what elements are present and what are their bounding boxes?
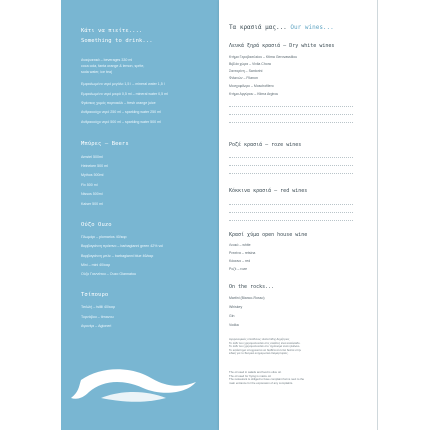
white-wines-heading-english: Dry white wines	[289, 43, 335, 49]
drink-item: Εμφιαλωμένο νερό μικρό 0,5 ml – mineral water 0,5 ml	[81, 92, 168, 96]
drink-item: Εμφιαλωμένο νερό μεγάλο 1,5 l – mineral water 1,5 l	[81, 82, 165, 86]
drinks-heading-english: Something to drink...	[81, 38, 153, 44]
blank-line	[229, 165, 353, 166]
english-notes	[229, 371, 357, 385]
note-line: main entrance for the expression of any complaints.	[229, 380, 294, 385]
note-line: Το λάδι που χρησιμοποιείται στις σαλάτες είναι ελαιόλαδο.	[229, 340, 301, 345]
note-line: The oil used for frying is maize oil.	[229, 373, 272, 378]
blank-line	[229, 114, 353, 115]
white-wine-item: Βιβλία χώρα – Vivlia Chora	[229, 62, 271, 66]
note-line: The restaurant is obliged to have complaint forms next to the	[229, 377, 305, 382]
note-line: ειδική για το θεσμικό ενημερωτικό διαμαρτυρίας.	[229, 351, 289, 356]
beers-heading: Μπύρες – Beers	[81, 141, 129, 147]
note-line: Το κατάστημα υποχρεούται να διαθέτει έντυπα δελτία στην	[229, 347, 301, 352]
white-wines-heading	[229, 43, 334, 49]
page-edge	[377, 0, 378, 430]
ouzo-item: Πλωμάρι – plomarios 40/καρ	[81, 235, 127, 239]
house-wine-heading: Κρασί χύμα open house wine	[229, 232, 308, 238]
ouzo-item: Βαρβαγιάννη μπλε – barbagianni blue 46/καρ	[81, 254, 154, 258]
blank-line	[229, 204, 353, 205]
wines-title-greek: Τα κρασιά μας...	[229, 24, 287, 31]
beer-item: Fix 500 ml	[81, 183, 98, 187]
white-wine-item: Κτήμα Γεροβασιλείου – Ktima Gerovassiliou	[229, 55, 298, 59]
blank-line	[229, 220, 353, 221]
blank-line	[229, 173, 353, 174]
tsipouro-heading: Τσίπουρο	[81, 292, 109, 298]
house-wine-item: Ρετσίνα – retsina	[229, 251, 256, 255]
spirit-item: Martini (Bianco-Rosso)	[229, 296, 265, 300]
red-wines-heading: Κόκκινα κρασιά – red wines	[229, 188, 308, 194]
drinks-heading-greek: Κάτι να πιείτε....	[81, 28, 143, 34]
white-wine-item: Σαντορίνη – Santorini	[229, 69, 263, 73]
note-line: The oil used in salads and food is olive oil.	[229, 370, 282, 374]
house-wine-item: Κόκκινο – red	[229, 259, 251, 263]
ouzo-item: Mini – mini 40/καρ	[81, 263, 111, 267]
wines-title-english: Our wines...	[290, 24, 334, 31]
rose-wines-heading: Ροζέ κρασιά – roze wines	[229, 142, 302, 148]
drink-item: Αναψυκτικά – beverages 330 ml	[81, 58, 133, 62]
beer-item: Mythos 500ml	[81, 173, 104, 177]
note-line: Αγορανομικός υπεύθυνος: Διατοπίδης Δημήτριος	[229, 337, 290, 341]
tsipouro-item: Αγιονέρι – Agioneri	[81, 324, 112, 328]
on-the-rocks-heading: On the rocks...	[229, 284, 275, 290]
spirit-item: Gin	[229, 314, 235, 318]
ouzo-item: Ούζο Γιαννάτου – Ouzo Giannatou	[81, 272, 136, 276]
drinks-panel	[61, 0, 219, 430]
house-wine-item: Λευκό – white	[229, 243, 251, 247]
spirit-item: Vodka	[229, 323, 239, 327]
ouzo-heading: Ούζο Ouzo	[81, 222, 112, 228]
white-wine-item: Φιλανών – Filanon	[229, 76, 258, 80]
wines-panel	[219, 0, 377, 430]
white-wine-item: Μοσχοφίλερο – Moschofilero	[229, 84, 274, 88]
spirit-item: Whiskey	[229, 305, 243, 309]
house-wine-item: Ροζέ – roze	[229, 267, 248, 271]
white-wine-item: Κτήμα Αργύρου – Ktima Argirou	[229, 92, 279, 96]
blank-line	[229, 106, 353, 107]
tsipouro-item: Τσιλιλή – tsilili 40/καρ	[81, 305, 115, 309]
greek-notes	[229, 338, 357, 356]
beer-item: Heineken 500 ml	[81, 164, 108, 168]
tsipouro-item: Τυρνάβου – tirnavou	[81, 315, 114, 319]
note-line: Το λάδι που χρησιμοποιείται στο τηγάνισμα είναι ηλιέλαιο.	[229, 344, 301, 349]
wave-decoration	[61, 358, 219, 408]
beer-item: Nissos 500ml	[81, 192, 103, 196]
beer-item: Amstel 500ml	[81, 155, 103, 159]
drink-item: soda water, ice tea)	[81, 70, 113, 74]
white-wines-heading-greek: Λευκά ξηρά κρασιά –	[229, 43, 287, 49]
wines-title	[229, 24, 334, 31]
blank-line	[229, 122, 353, 123]
beer-item: Kaiser 500 ml	[81, 202, 103, 206]
drink-item: coca cola, fanta orange & lemon, sprite,	[81, 64, 145, 68]
ouzo-item: Βαρβαγιάννη πράσινο – barbagianni green 42% vol	[81, 244, 164, 248]
drink-item: Ανθρακούχο νερό 250 ml – sparkling water 250 ml	[81, 110, 161, 114]
drink-item: Φρέσκος χυμός πορτοκάλι – fresh orange juice	[81, 101, 156, 105]
drink-item: Ανθρακούχο νερό 500 ml – sparkling water 500 ml	[81, 120, 161, 124]
blank-line	[229, 212, 353, 213]
blank-line	[229, 157, 353, 158]
